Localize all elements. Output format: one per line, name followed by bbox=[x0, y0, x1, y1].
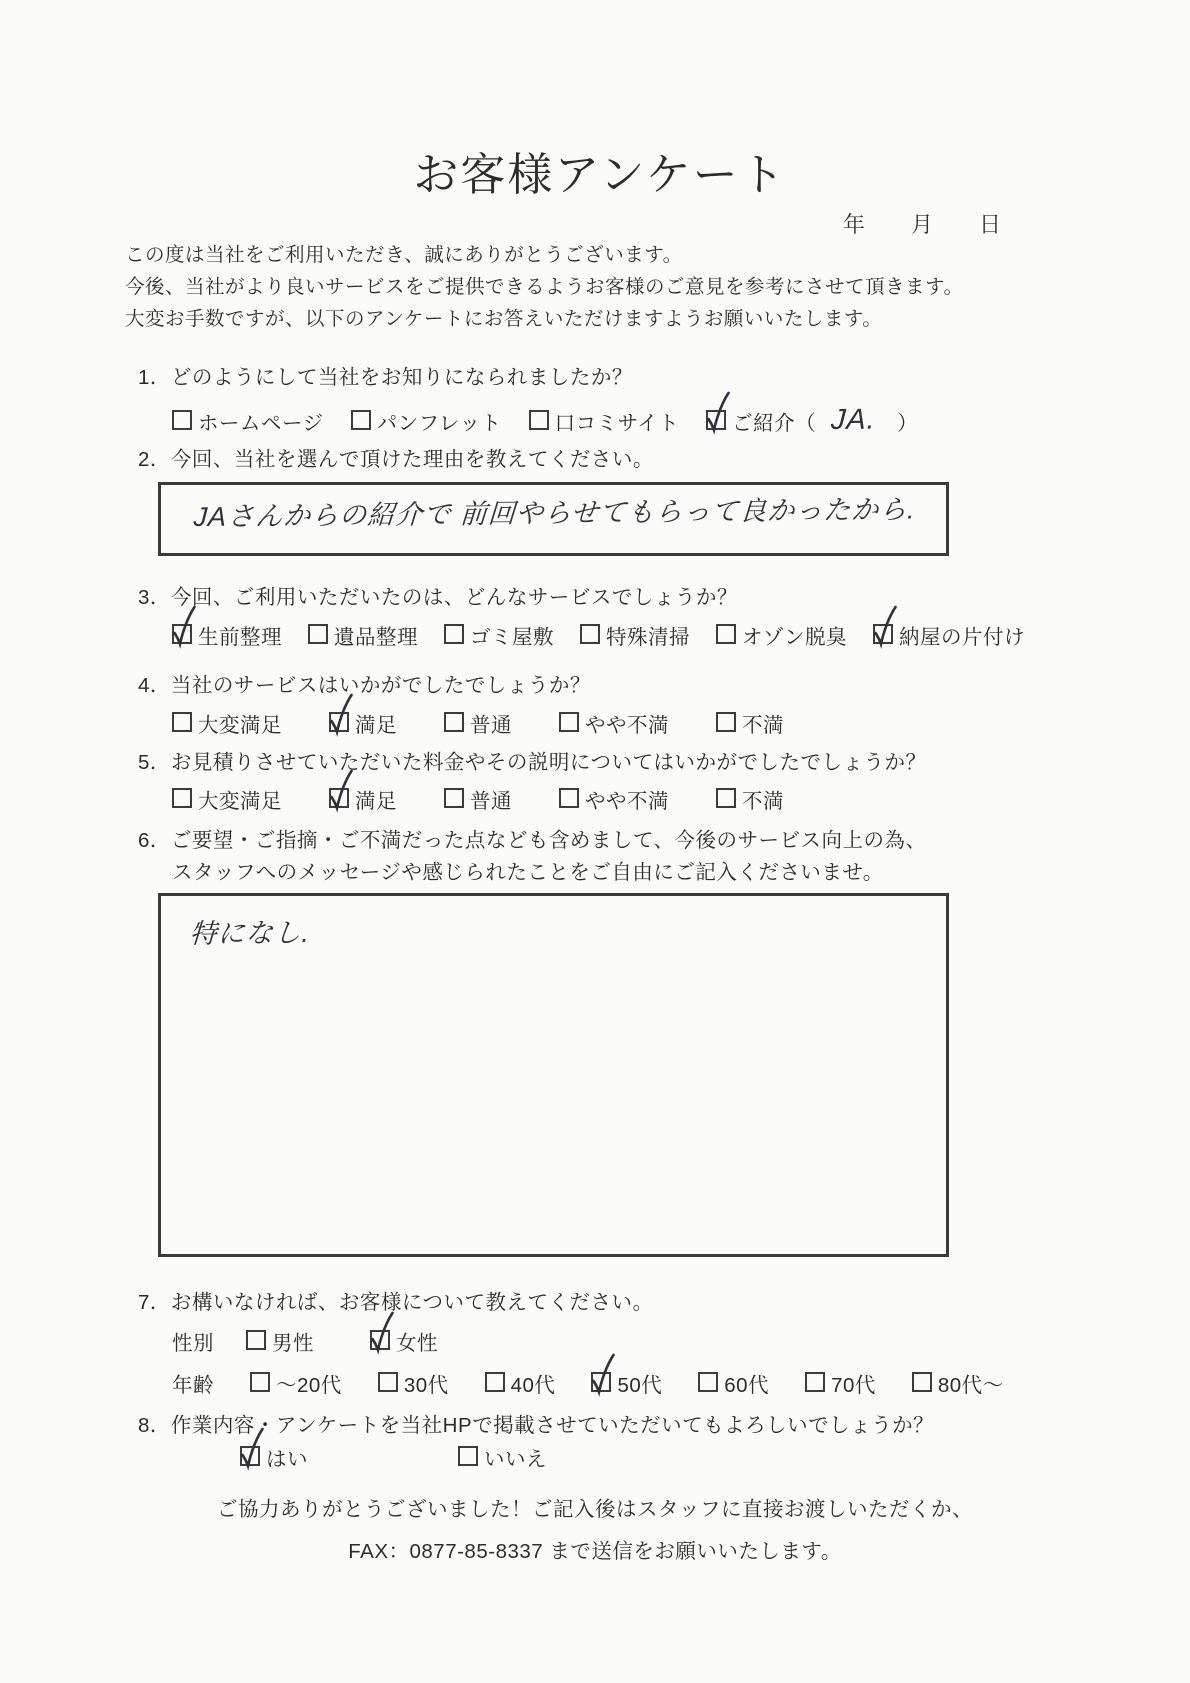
age-label: 年齢 bbox=[172, 1374, 214, 1397]
gender-row bbox=[172, 1326, 438, 1356]
question-6-label-line1: 6．ご要望・ご指摘・ご不満だった点なども含めまして、今後のサービス向上の為、 bbox=[138, 829, 927, 852]
year-label: 年 bbox=[843, 212, 866, 237]
female-checkbox[interactable] bbox=[370, 1330, 390, 1350]
option-seizen-seiri: 生前整理 bbox=[172, 620, 282, 650]
q5-dissatisfied-checkbox[interactable] bbox=[716, 788, 736, 808]
ozone-deodorize-checkbox[interactable] bbox=[716, 624, 736, 644]
option-age-under20s: ～20代 bbox=[250, 1368, 342, 1398]
question-2-answer-box[interactable] bbox=[158, 482, 949, 556]
intro-line-2: 今後、当社がより良いサービスをご提供できるようお客様のご意見を参考にさせて頂きます。 bbox=[125, 276, 964, 298]
question-5-options bbox=[172, 784, 784, 814]
check-mark-icon bbox=[327, 693, 353, 735]
question-6-answer-box[interactable] bbox=[158, 893, 949, 1257]
referral-handwritten-value: JA. bbox=[830, 403, 878, 436]
question-3-label: 3．今回、ご利用いただいたのは、どんなサービスでしょうか？ bbox=[138, 586, 738, 609]
option-no: いいえ bbox=[458, 1442, 547, 1472]
check-mark-icon bbox=[170, 605, 196, 647]
check-mark-icon bbox=[871, 605, 897, 647]
age-60s-checkbox[interactable] bbox=[698, 1372, 718, 1392]
q5-option-somewhat-dissatisfied: やや不満 bbox=[559, 784, 669, 814]
age-30s-checkbox[interactable] bbox=[378, 1372, 398, 1392]
naya-cleanup-checkbox[interactable] bbox=[873, 624, 893, 644]
age-under20s-checkbox[interactable] bbox=[250, 1372, 270, 1392]
question-3-options bbox=[172, 620, 1025, 650]
q5-option-very-satisfied: 大変満足 bbox=[172, 784, 282, 814]
age-40s-checkbox[interactable] bbox=[485, 1372, 505, 1392]
tokushu-seisou-checkbox[interactable] bbox=[580, 624, 600, 644]
option-age-over80s: 80代～ bbox=[912, 1368, 1004, 1398]
q5-very-satisfied-checkbox[interactable] bbox=[172, 788, 192, 808]
review-site-checkbox[interactable] bbox=[529, 410, 549, 430]
homepage-checkbox[interactable] bbox=[172, 410, 192, 430]
option-naya-cleanup: 納屋の片付け bbox=[873, 620, 1025, 650]
q5-option-dissatisfied: 不満 bbox=[716, 784, 784, 814]
q4-satisfied-checkbox[interactable] bbox=[329, 712, 349, 732]
day-label: 日 bbox=[979, 212, 1002, 237]
question-1-label: 1．どのようにして当社をお知りになられましたか？ bbox=[138, 366, 633, 389]
gomi-yashiki-checkbox[interactable] bbox=[444, 624, 464, 644]
option-tokushu-seisou: 特殊清掃 bbox=[580, 620, 690, 650]
check-mark-icon bbox=[368, 1311, 394, 1353]
option-age-50s: 50代 bbox=[591, 1368, 662, 1398]
question-1-options bbox=[172, 404, 918, 437]
q5-option-satisfied: 満足 bbox=[329, 784, 397, 814]
referral-paren-close: ） bbox=[897, 411, 919, 435]
q4-option-normal: 普通 bbox=[444, 708, 512, 738]
option-female: 女性 bbox=[370, 1326, 438, 1356]
question-4-label: 4．当社のサービスはいかがでしたでしょうか？ bbox=[138, 674, 591, 697]
option-review-site: 口コミサイト bbox=[529, 406, 680, 436]
option-age-70s: 70代 bbox=[805, 1368, 876, 1398]
question-8-options bbox=[240, 1442, 547, 1472]
footer-fax-line: FAX：0877-85-8337 まで送信をお願いいたします。 bbox=[348, 1540, 842, 1563]
seizen-seiri-checkbox[interactable] bbox=[172, 624, 192, 644]
option-age-60s: 60代 bbox=[698, 1368, 769, 1398]
referral-checkbox[interactable] bbox=[706, 410, 726, 430]
check-mark-icon bbox=[704, 391, 730, 433]
footer-thanks-line: ご協力ありがとうございました！ご記入後はスタッフに直接お渡しいただくか、 bbox=[217, 1498, 973, 1521]
option-ozone-deodorize: オゾン脱臭 bbox=[716, 620, 847, 650]
q4-option-very-satisfied: 大変満足 bbox=[172, 708, 282, 738]
option-male: 男性 bbox=[246, 1326, 314, 1356]
option-age-40s: 40代 bbox=[485, 1368, 556, 1398]
q4-normal-checkbox[interactable] bbox=[444, 712, 464, 732]
option-pamphlet: パンフレット bbox=[351, 406, 502, 436]
ihin-seiri-checkbox[interactable] bbox=[308, 624, 328, 644]
q5-normal-checkbox[interactable] bbox=[444, 788, 464, 808]
intro-line-1: この度は当社をご利用いただき、誠にありがとうございます。 bbox=[125, 244, 683, 266]
date-line bbox=[843, 208, 1001, 239]
q4-dissatisfied-checkbox[interactable] bbox=[716, 712, 736, 732]
question-2-handwritten-answer: JAさんからの紹介で 前回やらせてもらって良かったから. bbox=[192, 494, 917, 532]
q5-satisfied-checkbox[interactable] bbox=[329, 788, 349, 808]
pamphlet-checkbox[interactable] bbox=[351, 410, 371, 430]
q5-option-normal: 普通 bbox=[444, 784, 512, 814]
option-ihin-seiri: 遺品整理 bbox=[308, 620, 418, 650]
q4-option-somewhat-dissatisfied: やや不満 bbox=[559, 708, 669, 738]
age-70s-checkbox[interactable] bbox=[805, 1372, 825, 1392]
intro-line-3: 大変お手数ですが、以下のアンケートにお答えいただけますようお願いいたします。 bbox=[125, 308, 883, 330]
no-checkbox[interactable] bbox=[458, 1446, 478, 1466]
question-7-label: 7．お構いなければ、お客様について教えてください。 bbox=[138, 1291, 654, 1314]
q4-option-dissatisfied: 不満 bbox=[716, 708, 784, 738]
gender-label: 性別 bbox=[172, 1332, 214, 1355]
question-5-label: 5．お見積りさせていただいた料金やその説明についてはいかがでしたでしょうか？ bbox=[138, 751, 927, 774]
check-mark-icon bbox=[327, 769, 353, 811]
q4-very-satisfied-checkbox[interactable] bbox=[172, 712, 192, 732]
q5-somewhat-dissatisfied-checkbox[interactable] bbox=[559, 788, 579, 808]
month-label: 月 bbox=[911, 212, 934, 237]
check-mark-icon bbox=[238, 1427, 264, 1469]
yes-checkbox[interactable] bbox=[240, 1446, 260, 1466]
question-2-label: 2．今回、当社を選んで頂けた理由を教えてください。 bbox=[138, 448, 654, 471]
intro-text bbox=[125, 239, 963, 335]
option-referral: ご紹介（ JA. ） bbox=[706, 404, 918, 437]
option-gomi-yashiki: ゴミ屋敷 bbox=[444, 620, 554, 650]
q4-option-satisfied: 満足 bbox=[329, 708, 397, 738]
age-row bbox=[172, 1368, 1004, 1398]
male-checkbox[interactable] bbox=[246, 1330, 266, 1350]
option-age-30s: 30代 bbox=[378, 1368, 449, 1398]
question-4-options bbox=[172, 708, 784, 738]
check-mark-icon bbox=[589, 1353, 615, 1395]
page-title: お客様アンケート bbox=[413, 149, 787, 200]
option-yes: はい bbox=[240, 1442, 308, 1472]
question-6-label-line2: スタッフへのメッセージや感じられたことをご自由にご記入くださいませ。 bbox=[172, 861, 884, 884]
question-8-label: 8．作業内容・アンケートを当社HPで掲載させていただいてもよろしいでしょうか？ bbox=[138, 1414, 935, 1437]
question-6-handwritten-answer: 特になし. bbox=[188, 917, 312, 949]
q4-somewhat-dissatisfied-checkbox[interactable] bbox=[559, 712, 579, 732]
option-homepage: ホームページ bbox=[172, 406, 324, 436]
age-over80s-checkbox[interactable] bbox=[912, 1372, 932, 1392]
age-50s-checkbox[interactable] bbox=[591, 1372, 611, 1392]
